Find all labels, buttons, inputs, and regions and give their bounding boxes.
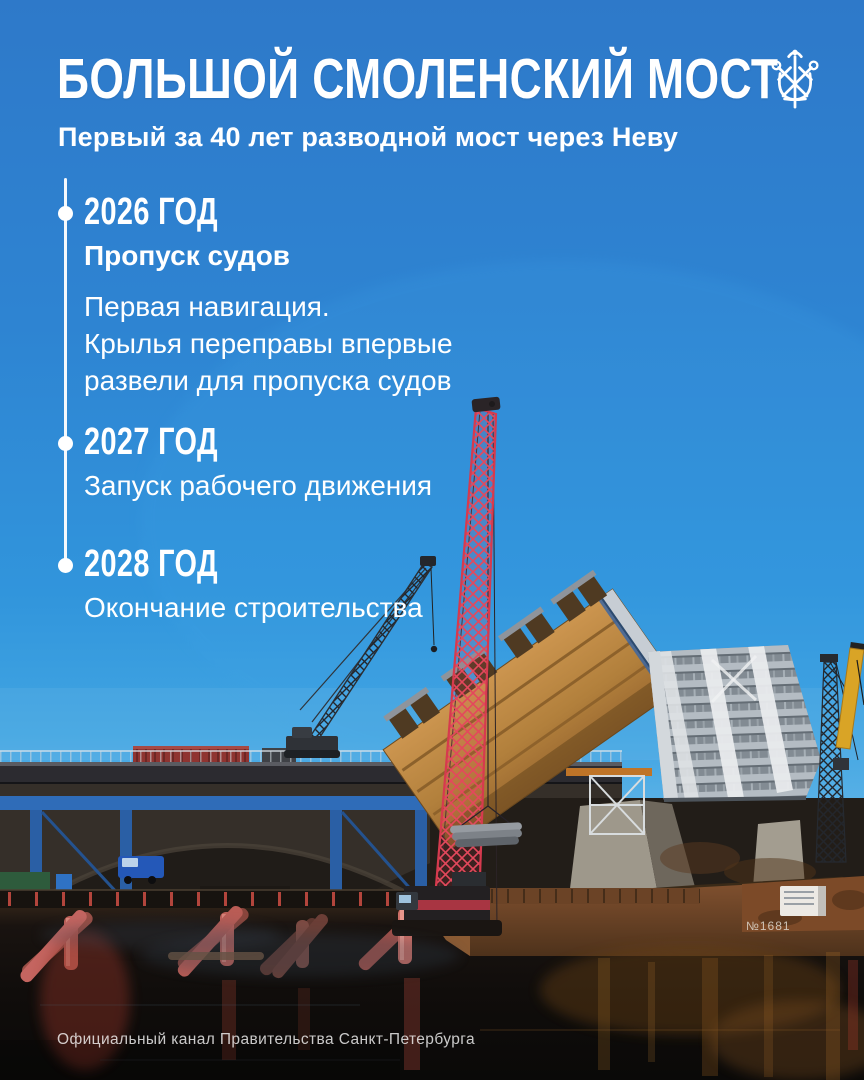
crane-hook — [431, 646, 437, 652]
timeline-year: 2027 ГОД — [84, 421, 218, 463]
barge — [426, 876, 864, 956]
subtitle: Первый за 40 лет разводной мост через Неву — [58, 122, 679, 152]
footer-credit: Официальный канал Правительства Санкт-Петербурга — [57, 1031, 475, 1048]
title-text: БОЛЬШОЙ СМОЛЕНСКИЙ МОСТ — [57, 47, 779, 111]
timeline-event: Запуск рабочего движения — [84, 470, 433, 501]
timeline-description: Первая навигация. Крылья переправы впервые развели для пропуска судов — [84, 291, 453, 397]
timeline-year: 2028 ГОД — [84, 543, 218, 585]
timeline-event: Окончание строительства — [84, 592, 423, 623]
barge-deck-cargo — [470, 888, 700, 904]
work-platform — [0, 890, 434, 908]
equipment-container — [780, 886, 826, 916]
timeline-year: 2026 ГОД — [84, 191, 218, 233]
orange-platform — [566, 768, 652, 776]
barge-number: №1681 — [746, 919, 791, 933]
timeline-event: Пропуск судов — [84, 240, 291, 271]
